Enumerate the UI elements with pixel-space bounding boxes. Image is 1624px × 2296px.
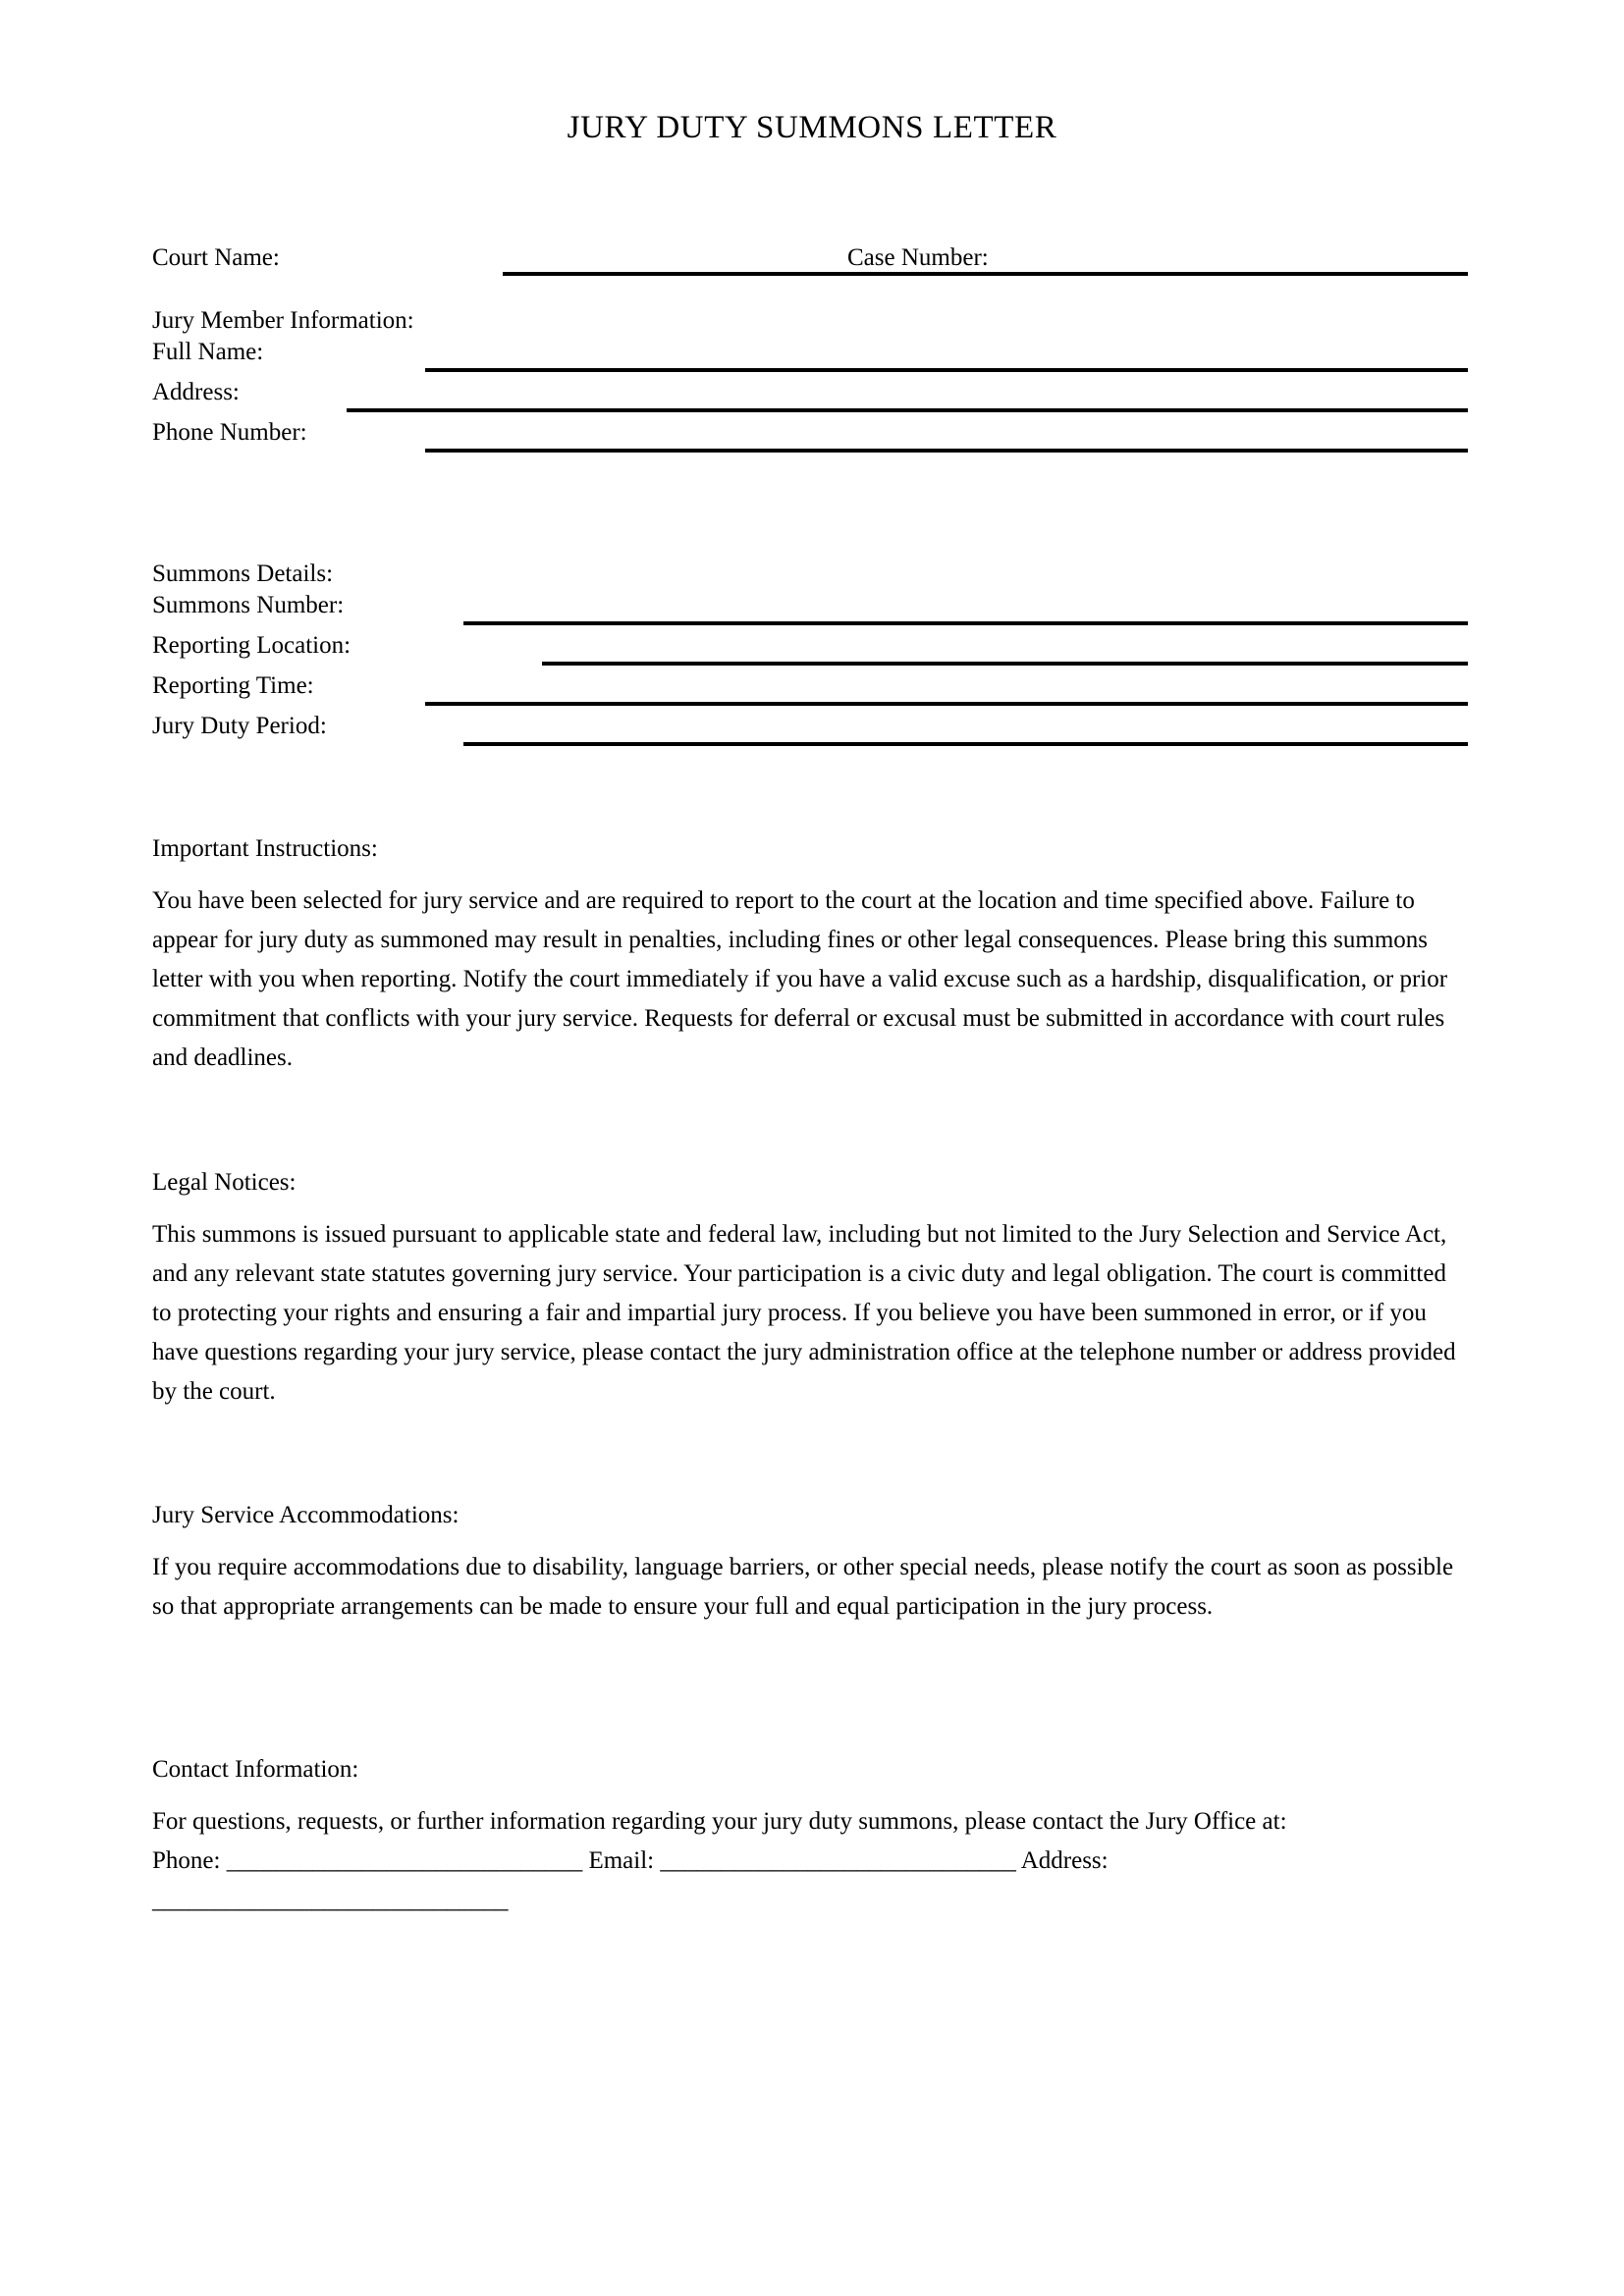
court-case-row [152,241,1468,289]
address-label: Address: [152,379,240,405]
reporting-time-label: Reporting Time: [152,672,314,699]
full-name-input-rule[interactable] [425,368,1468,372]
contact-information-intro: For questions, requests, or further information regarding your jury duty summons, please contact the Jury Office at: [152,1808,1287,1835]
page-title: JURY DUTY SUMMONS LETTER [567,110,1057,145]
reporting-time-input-rule[interactable] [425,702,1468,706]
phone-number-row [152,416,1468,463]
jury-duty-period-row [152,710,1468,757]
contact-information-blanks[interactable]: Phone: _____________________________ Email: _____________________________ Address: _____________________________ [152,1847,1109,1913]
case-number-label: Case Number: [847,244,989,271]
legal-notices-heading: Legal Notices: [152,1169,297,1196]
jury-duty-period-input-rule[interactable] [463,742,1468,746]
summons-number-input-rule[interactable] [463,621,1468,625]
full-name-label: Full Name: [152,339,264,365]
summons-details-heading: Summons Details: [152,561,334,587]
court-name-input-rule[interactable] [503,272,1468,276]
jury-service-accommodations-heading: Jury Service Accommodations: [152,1502,460,1528]
important-instructions-body: You have been selected for jury service and are required to report to the court at the location and time specified above. Failure to appear for jury duty as summoned may result in penalties, including fines or other legal consequences. Please bring this summons letter with you when reporting. Notify the court immediately if you have a valid excuse such as a hardship, disqualification, or prior commitment that conflicts with your jury service. Requests for deferral or excusal must be submitted in accordance with court rules and deadlines. [152,887,1448,1071]
important-instructions-heading: Important Instructions: [152,835,378,862]
legal-notices-body: This summons is issued pursuant to applicable state and federal law, including but not limited to the Jury Selection and Service Act, and any relevant state statutes governing jury service. Your participation is a civic duty and legal obligation. The court is committed to protecting your rights and ensuring a fair and impartial jury process. If you believe you have been summoned in error, or if you have questions regarding your jury service, please contact the jury administration office at the telephone number or address provided by the court. [152,1221,1456,1405]
phone-number-label: Phone Number: [152,419,307,446]
phone-number-input-rule[interactable] [425,449,1468,453]
address-input-rule[interactable] [347,408,1468,412]
reporting-location-label: Reporting Location: [152,632,352,659]
jury-member-information-heading: Jury Member Information: [152,307,414,334]
contact-information-heading: Contact Information: [152,1756,359,1783]
summons-number-label: Summons Number: [152,592,345,618]
court-name-label: Court Name: [152,244,280,271]
reporting-location-input-rule[interactable] [542,662,1468,666]
jury-service-accommodations-body: If you require accommodations due to disability, language barriers, or other special needs, please notify the court as soon as possible so that appropriate arrangements can be made to ensure your full and equal participation in the jury process. [152,1554,1454,1620]
jury-duty-period-label: Jury Duty Period: [152,713,327,739]
